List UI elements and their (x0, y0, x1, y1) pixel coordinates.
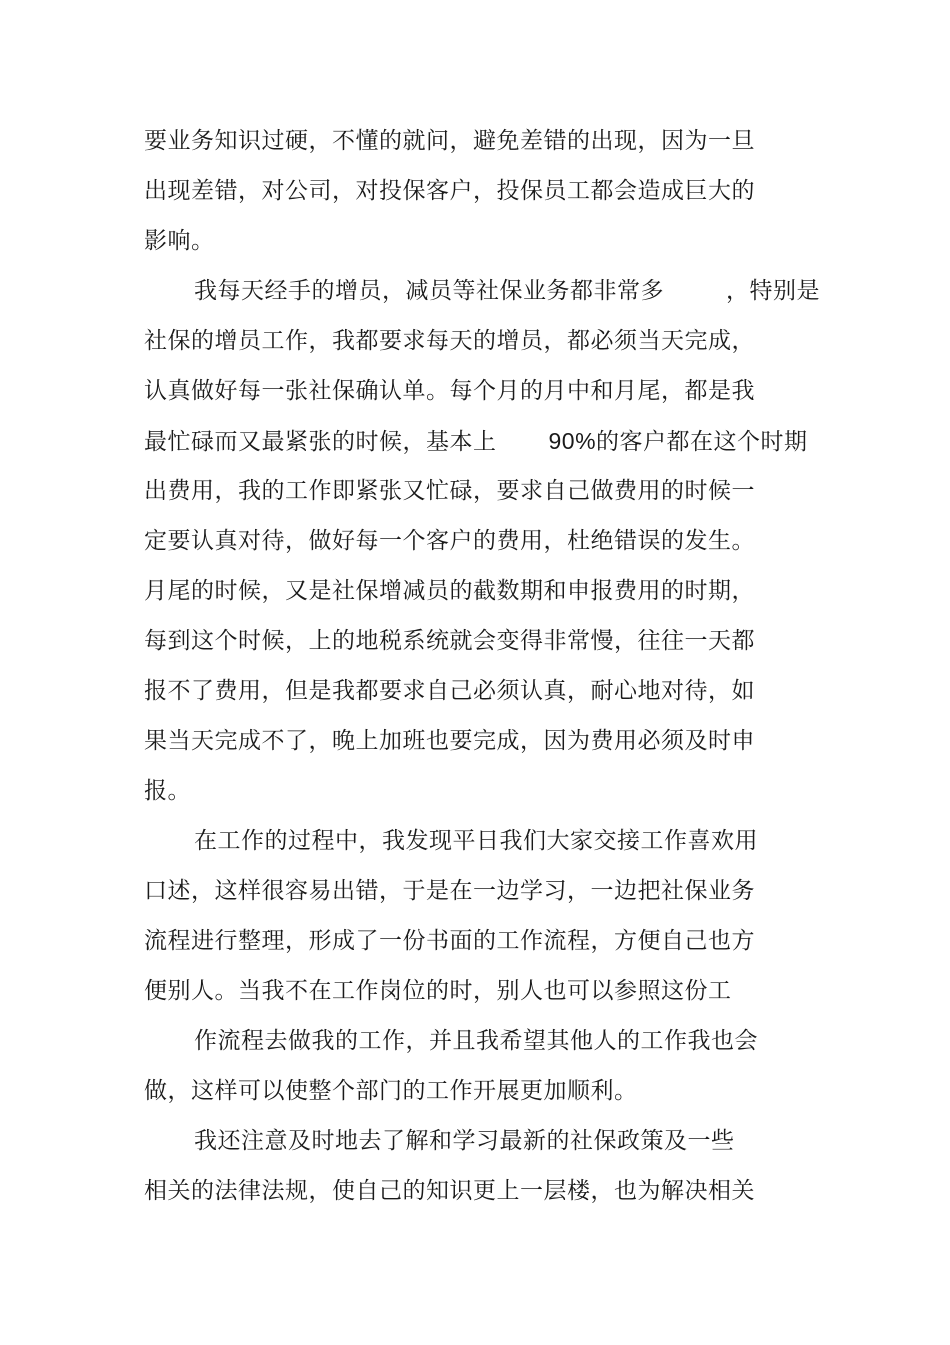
text-line (194, 276, 820, 306)
percentage-value: 90% (548, 428, 597, 454)
text-line: 社保的增员工作，我都要求每天的增员，都必须当天完成， (144, 328, 755, 354)
text-line: 在工作的过程中，我发现平日我们大家交接工作喜欢用 (194, 828, 758, 854)
text-line: 认真做好每一张社保确认单。每个月的月中和月尾，都是我 (144, 378, 755, 404)
text-line: 每到这个时候，上的地税系统就会变得非常慢，往往一天都 (144, 628, 755, 654)
text-line: 便别人。当我不在工作岗位的时，别人也可以参照这份工 (144, 978, 732, 1004)
text-line: 要业务知识过硬，不懂的就问，避免差错的出现，因为一旦 (144, 128, 755, 154)
text-line (144, 426, 808, 457)
text-line: 出费用，我的工作即紧张又忙碌，要求自己做费用的时候一 (144, 478, 755, 504)
text-segment: 的客户都在这个时期 (596, 429, 808, 455)
text-line: 定要认真对待，做好每一个客户的费用，杜绝错误的发生。 (144, 528, 755, 554)
text-line: 相关的法律法规，使自己的知识更上一层楼，也为解决相关 (144, 1178, 755, 1204)
text-line: 报不了费用，但是我都要求自己必须认真，耐心地对待，如 (144, 678, 755, 704)
text-segment: ，特别是 (726, 278, 820, 304)
text-segment: 最忙碌而又最紧张的时候，基本上 (144, 429, 497, 455)
text-line: 口述，这样很容易出错，于是在一边学习，一边把社保业务 (144, 878, 755, 904)
text-line: 月尾的时候，又是社保增减员的截数期和申报费用的时期， (144, 578, 755, 604)
text-line: 出现差错，对公司，对投保客户，投保员工都会造成巨大的 (144, 178, 755, 204)
text-segment: 我每天经手的增员，减员等社保业务都非常多 (194, 278, 664, 304)
text-line: 果当天完成不了，晚上加班也要完成，因为费用必须及时申 (144, 728, 755, 754)
text-line: 报。 (144, 778, 191, 804)
text-line: 我还注意及时地去了解和学习最新的社保政策及一些 (194, 1128, 735, 1154)
text-line: 流程进行整理，形成了一份书面的工作流程，方便自己也方 (144, 928, 755, 954)
text-line: 做，这样可以使整个部门的工作开展更加顺利。 (144, 1078, 638, 1104)
text-line: 作流程去做我的工作，并且我希望其他人的工作我也会 (194, 1028, 758, 1054)
text-line: 影响。 (144, 228, 215, 254)
